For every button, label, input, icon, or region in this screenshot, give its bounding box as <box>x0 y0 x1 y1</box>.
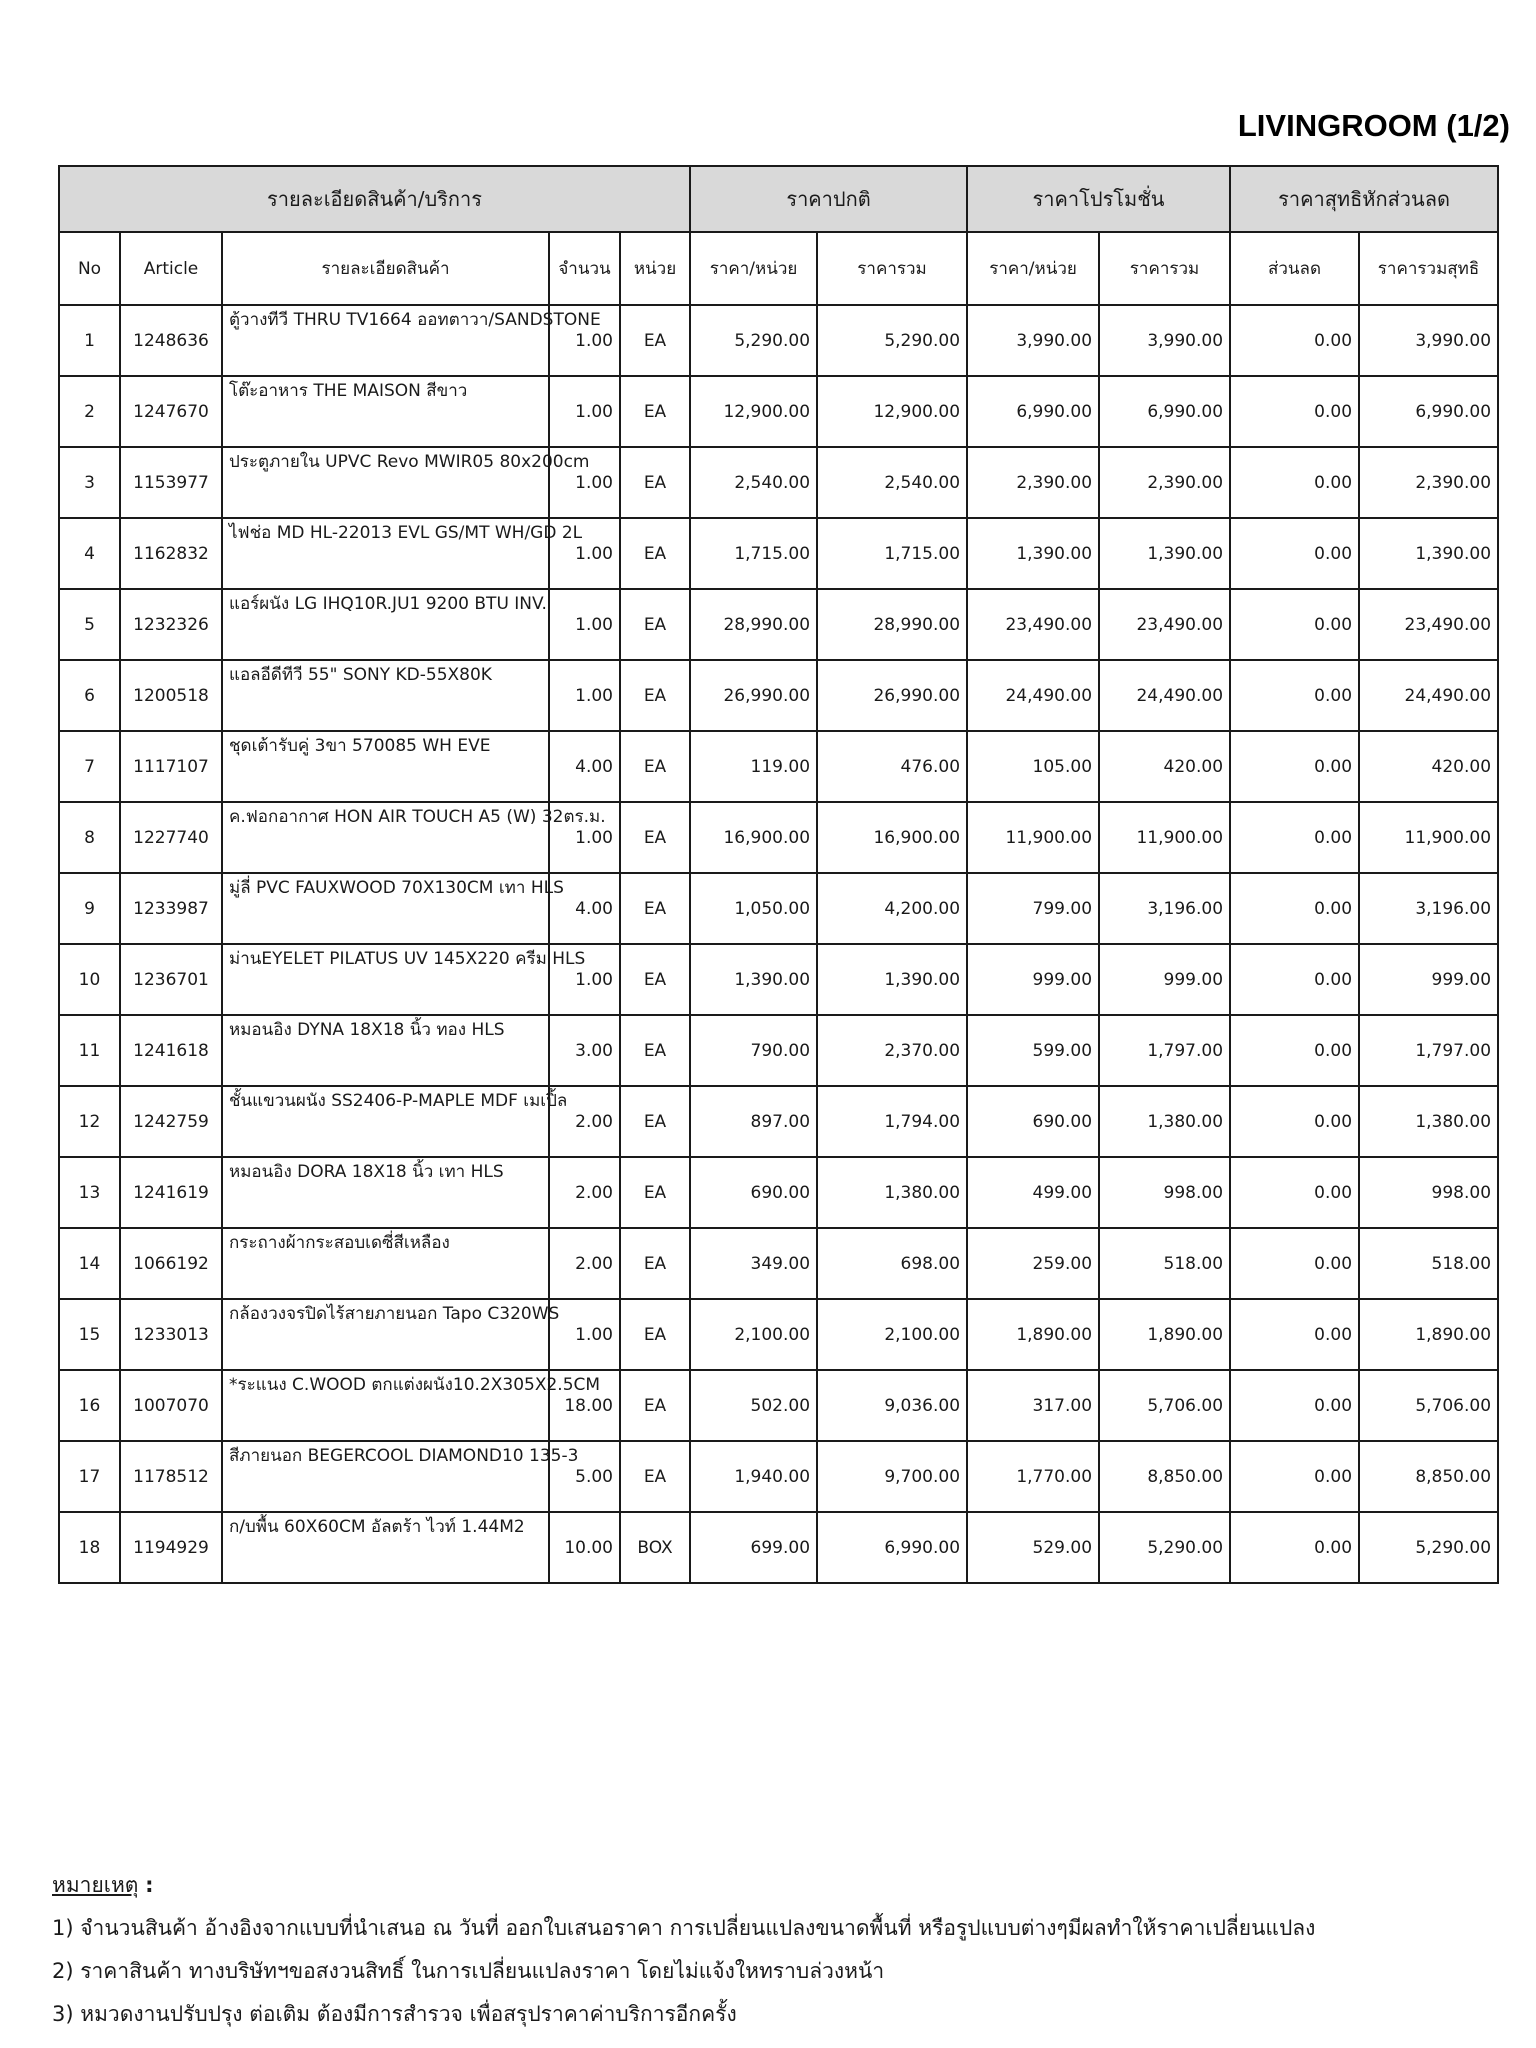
cell-qty: 1.00 <box>549 518 620 589</box>
cell-article: 1233013 <box>120 1299 222 1370</box>
cell-promo-total: 5,290.00 <box>1099 1512 1230 1583</box>
cell-promo-unit-price: 599.00 <box>967 1015 1099 1086</box>
cell-qty: 4.00 <box>549 731 620 802</box>
cell-qty: 3.00 <box>549 1015 620 1086</box>
cell-promo-unit-price: 3,990.00 <box>967 305 1099 376</box>
cell-article: 1247670 <box>120 376 222 447</box>
cell-promo-total: 1,390.00 <box>1099 518 1230 589</box>
cell-qty: 1.00 <box>549 589 620 660</box>
cell-description: มู่ลี่ PVC FAUXWOOD 70X130CM เทา HLS <box>222 873 549 944</box>
quotation-table <box>58 165 1499 1584</box>
cell-no: 2 <box>59 376 120 447</box>
table-row <box>59 944 1498 1015</box>
cell-promo-total: 23,490.00 <box>1099 589 1230 660</box>
cell-unit: EA <box>620 376 690 447</box>
cell-article: 1232326 <box>120 589 222 660</box>
cell-unit: EA <box>620 731 690 802</box>
cell-regular-total: 476.00 <box>817 731 967 802</box>
cell-article: 1236701 <box>120 944 222 1015</box>
cell-promo-total: 11,900.00 <box>1099 802 1230 873</box>
table-row <box>59 447 1498 518</box>
cell-article: 1178512 <box>120 1441 222 1512</box>
cell-unit: EA <box>620 589 690 660</box>
cell-unit: EA <box>620 1370 690 1441</box>
table-row <box>59 589 1498 660</box>
table-row <box>59 1512 1498 1583</box>
cell-net-total: 5,290.00 <box>1359 1512 1498 1583</box>
cell-regular-unit-price: 1,390.00 <box>690 944 817 1015</box>
cell-promo-total: 518.00 <box>1099 1228 1230 1299</box>
col-header-net-total: ราคารวมสุทธิ <box>1359 232 1498 305</box>
cell-net-total: 1,797.00 <box>1359 1015 1498 1086</box>
cell-no: 10 <box>59 944 120 1015</box>
cell-discount: 0.00 <box>1230 1512 1359 1583</box>
cell-regular-unit-price: 28,990.00 <box>690 589 817 660</box>
table-row <box>59 518 1498 589</box>
cell-discount: 0.00 <box>1230 305 1359 376</box>
cell-regular-unit-price: 26,990.00 <box>690 660 817 731</box>
cell-regular-unit-price: 5,290.00 <box>690 305 817 376</box>
cell-promo-total: 420.00 <box>1099 731 1230 802</box>
remarks-title: หมายเหตุ <box>52 1873 139 1897</box>
cell-description: ตู้วางทีวี THRU TV1664 ออทตาวา/SANDSTONE <box>222 305 549 376</box>
cell-unit: BOX <box>620 1512 690 1583</box>
cell-regular-unit-price: 2,540.00 <box>690 447 817 518</box>
cell-regular-unit-price: 897.00 <box>690 1086 817 1157</box>
table-row <box>59 1299 1498 1370</box>
cell-regular-total: 2,100.00 <box>817 1299 967 1370</box>
table-row <box>59 1441 1498 1512</box>
cell-net-total: 1,890.00 <box>1359 1299 1498 1370</box>
cell-description: *ระแนง C.WOOD ตกแต่งผนัง10.2X305X2.5CM <box>222 1370 549 1441</box>
cell-discount: 0.00 <box>1230 1299 1359 1370</box>
remarks-line: 1) จำนวนสินค้า อ้างอิงจากแบบที่นำเสนอ ณ วันที่ ออกใบเสนอราคา การเปลี่ยนแปลงขนาดพื้นที่ หรือรูปแบบต่างๆมีผลทำให้ราคาเปลี่ยนแปลง <box>52 1916 1316 1940</box>
column-header-row <box>59 232 1498 305</box>
cell-promo-total: 8,850.00 <box>1099 1441 1230 1512</box>
cell-regular-unit-price: 119.00 <box>690 731 817 802</box>
cell-description: ประตูภายใน UPVC Revo MWIR05 80x200cm <box>222 447 549 518</box>
cell-regular-total: 9,700.00 <box>817 1441 967 1512</box>
group-header-net-price: ราคาสุทธิหักส่วนลด <box>1230 166 1498 232</box>
cell-description: หมอนอิง DYNA 18X18 นิ้ว ทอง HLS <box>222 1015 549 1086</box>
cell-description: ม่านEYELET PILATUS UV 145X220 ครีม HLS <box>222 944 549 1015</box>
cell-regular-total: 5,290.00 <box>817 305 967 376</box>
cell-article: 1117107 <box>120 731 222 802</box>
cell-regular-total: 1,390.00 <box>817 944 967 1015</box>
cell-net-total: 518.00 <box>1359 1228 1498 1299</box>
cell-discount: 0.00 <box>1230 589 1359 660</box>
cell-description: แอลอีดีทีวี 55" SONY KD-55X80K <box>222 660 549 731</box>
cell-description: แอร์ผนัง LG IHQ10R.JU1 9200 BTU INV. <box>222 589 549 660</box>
cell-promo-unit-price: 317.00 <box>967 1370 1099 1441</box>
cell-regular-total: 6,990.00 <box>817 1512 967 1583</box>
cell-discount: 0.00 <box>1230 731 1359 802</box>
cell-unit: EA <box>620 1015 690 1086</box>
col-header-promo-unit-price: ราคา/หน่วย <box>967 232 1099 305</box>
table-body <box>59 305 1498 1583</box>
cell-promo-total: 5,706.00 <box>1099 1370 1230 1441</box>
cell-regular-unit-price: 699.00 <box>690 1512 817 1583</box>
cell-no: 3 <box>59 447 120 518</box>
cell-description: ก/บพื้น 60X60CM อัลตร้า ไวท์ 1.44M2 <box>222 1512 549 1583</box>
cell-qty: 4.00 <box>549 873 620 944</box>
cell-unit: EA <box>620 944 690 1015</box>
cell-regular-total: 1,380.00 <box>817 1157 967 1228</box>
cell-qty: 1.00 <box>549 660 620 731</box>
cell-no: 15 <box>59 1299 120 1370</box>
cell-article: 1066192 <box>120 1228 222 1299</box>
cell-promo-unit-price: 799.00 <box>967 873 1099 944</box>
cell-discount: 0.00 <box>1230 1370 1359 1441</box>
cell-no: 1 <box>59 305 120 376</box>
cell-regular-total: 2,540.00 <box>817 447 967 518</box>
table-row <box>59 802 1498 873</box>
cell-article: 1242759 <box>120 1086 222 1157</box>
cell-promo-total: 1,380.00 <box>1099 1086 1230 1157</box>
cell-no: 18 <box>59 1512 120 1583</box>
cell-qty: 2.00 <box>549 1157 620 1228</box>
cell-regular-unit-price: 790.00 <box>690 1015 817 1086</box>
cell-discount: 0.00 <box>1230 944 1359 1015</box>
remarks-line: 3) หมวดงานปรับปรุง ต่อเติม ต้องมีการสำรวจ เพื่อสรุปราคาค่าบริการอีกครั้ง <box>52 2002 737 2026</box>
cell-no: 16 <box>59 1370 120 1441</box>
col-header-discount: ส่วนลด <box>1230 232 1359 305</box>
cell-promo-unit-price: 11,900.00 <box>967 802 1099 873</box>
cell-regular-unit-price: 1,715.00 <box>690 518 817 589</box>
cell-regular-total: 698.00 <box>817 1228 967 1299</box>
group-header-regular-price: ราคาปกติ <box>690 166 967 232</box>
cell-promo-total: 6,990.00 <box>1099 376 1230 447</box>
cell-description: สีภายนอก BEGERCOOL DIAMOND10 135-3 <box>222 1441 549 1512</box>
cell-promo-unit-price: 2,390.00 <box>967 447 1099 518</box>
cell-regular-unit-price: 690.00 <box>690 1157 817 1228</box>
table-row <box>59 660 1498 731</box>
cell-article: 1200518 <box>120 660 222 731</box>
cell-qty: 10.00 <box>549 1512 620 1583</box>
col-header-regular-total: ราคารวม <box>817 232 967 305</box>
cell-discount: 0.00 <box>1230 873 1359 944</box>
cell-discount: 0.00 <box>1230 1086 1359 1157</box>
group-header-details: รายละเอียดสินค้า/บริการ <box>59 166 690 232</box>
cell-promo-total: 24,490.00 <box>1099 660 1230 731</box>
cell-article: 1241618 <box>120 1015 222 1086</box>
group-header-row <box>59 166 1498 232</box>
cell-description: กล้องวงจรปิดไร้สายภายนอก Tapo C320WS <box>222 1299 549 1370</box>
cell-net-total: 24,490.00 <box>1359 660 1498 731</box>
col-header-no: No <box>59 232 120 305</box>
cell-discount: 0.00 <box>1230 802 1359 873</box>
cell-unit: EA <box>620 873 690 944</box>
cell-unit: EA <box>620 305 690 376</box>
cell-regular-total: 26,990.00 <box>817 660 967 731</box>
cell-unit: EA <box>620 1157 690 1228</box>
cell-promo-unit-price: 6,990.00 <box>967 376 1099 447</box>
cell-promo-unit-price: 690.00 <box>967 1086 1099 1157</box>
cell-article: 1227740 <box>120 802 222 873</box>
col-header-qty: จำนวน <box>549 232 620 305</box>
cell-promo-total: 3,196.00 <box>1099 873 1230 944</box>
cell-promo-unit-price: 499.00 <box>967 1157 1099 1228</box>
cell-net-total: 1,380.00 <box>1359 1086 1498 1157</box>
table-row <box>59 305 1498 376</box>
cell-promo-unit-price: 1,890.00 <box>967 1299 1099 1370</box>
cell-net-total: 8,850.00 <box>1359 1441 1498 1512</box>
cell-discount: 0.00 <box>1230 1441 1359 1512</box>
remarks-line: 2) ราคาสินค้า ทางบริษัทฯขอสงวนสิทธิ์ ในการเปลี่ยนแปลงราคา โดยไม่แจ้งใหทราบล่วงหน้า <box>52 1959 885 1983</box>
cell-discount: 0.00 <box>1230 660 1359 731</box>
cell-regular-unit-price: 2,100.00 <box>690 1299 817 1370</box>
cell-net-total: 11,900.00 <box>1359 802 1498 873</box>
cell-no: 8 <box>59 802 120 873</box>
cell-no: 11 <box>59 1015 120 1086</box>
cell-article: 1007070 <box>120 1370 222 1441</box>
cell-unit: EA <box>620 1299 690 1370</box>
remarks-colon: : <box>145 1873 154 1897</box>
cell-discount: 0.00 <box>1230 447 1359 518</box>
cell-regular-total: 1,794.00 <box>817 1086 967 1157</box>
cell-regular-unit-price: 12,900.00 <box>690 376 817 447</box>
cell-net-total: 998.00 <box>1359 1157 1498 1228</box>
cell-promo-unit-price: 999.00 <box>967 944 1099 1015</box>
cell-article: 1248636 <box>120 305 222 376</box>
cell-regular-unit-price: 16,900.00 <box>690 802 817 873</box>
cell-unit: EA <box>620 447 690 518</box>
page-title: LIVINGROOM (1/2) <box>1237 108 1510 143</box>
cell-no: 4 <box>59 518 120 589</box>
cell-regular-total: 16,900.00 <box>817 802 967 873</box>
cell-regular-unit-price: 349.00 <box>690 1228 817 1299</box>
cell-no: 17 <box>59 1441 120 1512</box>
cell-article: 1194929 <box>120 1512 222 1583</box>
cell-qty: 18.00 <box>549 1370 620 1441</box>
cell-net-total: 1,390.00 <box>1359 518 1498 589</box>
cell-description: ไฟช่อ MD HL-22013 EVL GS/MT WH/GD 2L <box>222 518 549 589</box>
cell-promo-total: 999.00 <box>1099 944 1230 1015</box>
cell-qty: 2.00 <box>549 1228 620 1299</box>
cell-no: 13 <box>59 1157 120 1228</box>
cell-no: 12 <box>59 1086 120 1157</box>
cell-qty: 2.00 <box>549 1086 620 1157</box>
table-row <box>59 1015 1498 1086</box>
cell-regular-total: 1,715.00 <box>817 518 967 589</box>
cell-unit: EA <box>620 1086 690 1157</box>
cell-net-total: 2,390.00 <box>1359 447 1498 518</box>
cell-discount: 0.00 <box>1230 518 1359 589</box>
table-row <box>59 1086 1498 1157</box>
cell-description: หมอนอิง DORA 18X18 นิ้ว เทา HLS <box>222 1157 549 1228</box>
cell-promo-total: 1,797.00 <box>1099 1015 1230 1086</box>
cell-promo-unit-price: 105.00 <box>967 731 1099 802</box>
cell-promo-total: 998.00 <box>1099 1157 1230 1228</box>
cell-article: 1153977 <box>120 447 222 518</box>
cell-description: กระถางผ้ากระสอบเดซี่สีเหลือง <box>222 1228 549 1299</box>
cell-article: 1162832 <box>120 518 222 589</box>
cell-promo-unit-price: 259.00 <box>967 1228 1099 1299</box>
cell-description: ชั้นแขวนผนัง SS2406-P-MAPLE MDF เมเปิ้ล <box>222 1086 549 1157</box>
table-row <box>59 1228 1498 1299</box>
cell-qty: 1.00 <box>549 376 620 447</box>
group-header-promo-price: ราคาโปรโมชั่น <box>967 166 1230 232</box>
cell-unit: EA <box>620 802 690 873</box>
cell-promo-unit-price: 1,390.00 <box>967 518 1099 589</box>
cell-unit: EA <box>620 1228 690 1299</box>
cell-regular-unit-price: 502.00 <box>690 1370 817 1441</box>
cell-article: 1241619 <box>120 1157 222 1228</box>
table-row <box>59 731 1498 802</box>
cell-description: ชุดเต้ารับคู่ 3ขา 570085 WH EVE <box>222 731 549 802</box>
table-row <box>59 1370 1498 1441</box>
cell-net-total: 420.00 <box>1359 731 1498 802</box>
cell-promo-unit-price: 1,770.00 <box>967 1441 1099 1512</box>
cell-discount: 0.00 <box>1230 1015 1359 1086</box>
col-header-unit: หน่วย <box>620 232 690 305</box>
cell-qty: 1.00 <box>549 944 620 1015</box>
cell-net-total: 999.00 <box>1359 944 1498 1015</box>
cell-promo-unit-price: 24,490.00 <box>967 660 1099 731</box>
cell-qty: 5.00 <box>549 1441 620 1512</box>
cell-net-total: 5,706.00 <box>1359 1370 1498 1441</box>
cell-promo-total: 2,390.00 <box>1099 447 1230 518</box>
col-header-article: Article <box>120 232 222 305</box>
cell-net-total: 3,196.00 <box>1359 873 1498 944</box>
cell-net-total: 23,490.00 <box>1359 589 1498 660</box>
cell-no: 5 <box>59 589 120 660</box>
cell-no: 9 <box>59 873 120 944</box>
remarks-heading <box>52 1864 1315 1907</box>
col-header-description: รายละเอียดสินค้า <box>222 232 549 305</box>
cell-no: 6 <box>59 660 120 731</box>
cell-regular-total: 2,370.00 <box>817 1015 967 1086</box>
cell-net-total: 3,990.00 <box>1359 305 1498 376</box>
cell-article: 1233987 <box>120 873 222 944</box>
cell-net-total: 6,990.00 <box>1359 376 1498 447</box>
cell-discount: 0.00 <box>1230 1157 1359 1228</box>
cell-no: 7 <box>59 731 120 802</box>
cell-no: 14 <box>59 1228 120 1299</box>
table-row <box>59 873 1498 944</box>
cell-promo-unit-price: 23,490.00 <box>967 589 1099 660</box>
cell-regular-unit-price: 1,050.00 <box>690 873 817 944</box>
cell-description: ค.ฟอกอากาศ HON AIR TOUCH A5 (W) 32ตร.ม. <box>222 802 549 873</box>
cell-qty: 1.00 <box>549 802 620 873</box>
col-header-promo-total: ราคารวม <box>1099 232 1230 305</box>
cell-qty: 1.00 <box>549 305 620 376</box>
cell-regular-total: 28,990.00 <box>817 589 967 660</box>
cell-discount: 0.00 <box>1230 1228 1359 1299</box>
cell-discount: 0.00 <box>1230 376 1359 447</box>
table-row <box>59 376 1498 447</box>
cell-unit: EA <box>620 1441 690 1512</box>
remarks-section <box>52 1864 1315 2036</box>
cell-qty: 1.00 <box>549 447 620 518</box>
cell-promo-unit-price: 529.00 <box>967 1512 1099 1583</box>
cell-regular-total: 12,900.00 <box>817 376 967 447</box>
table-row <box>59 1157 1498 1228</box>
cell-unit: EA <box>620 518 690 589</box>
cell-regular-total: 9,036.00 <box>817 1370 967 1441</box>
cell-promo-total: 3,990.00 <box>1099 305 1230 376</box>
cell-regular-total: 4,200.00 <box>817 873 967 944</box>
cell-qty: 1.00 <box>549 1299 620 1370</box>
cell-unit: EA <box>620 660 690 731</box>
cell-description: โต๊ะอาหาร THE MAISON สีขาว <box>222 376 549 447</box>
col-header-regular-unit-price: ราคา/หน่วย <box>690 232 817 305</box>
cell-regular-unit-price: 1,940.00 <box>690 1441 817 1512</box>
cell-promo-total: 1,890.00 <box>1099 1299 1230 1370</box>
